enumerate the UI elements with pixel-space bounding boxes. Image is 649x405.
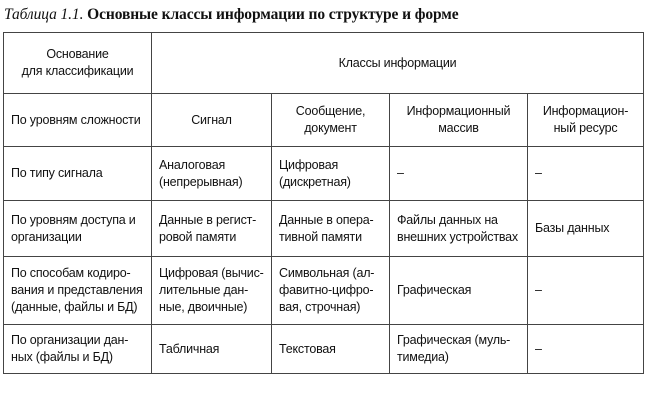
class-header-line: массив: [438, 121, 479, 135]
row-label-cell: [4, 201, 152, 257]
corner-header-line: для классификации: [21, 64, 134, 78]
cell-line: фавитно-цифро-: [279, 283, 374, 297]
cell-line: Базы данных: [535, 221, 610, 235]
class-header-cell: [152, 94, 272, 147]
table-cell: [390, 325, 528, 374]
table-row: [4, 325, 644, 374]
cell-line: внешних устройствах: [397, 229, 518, 244]
table-cell: [152, 257, 272, 325]
row-label-line: По типу сигнала: [11, 166, 103, 180]
table-number: Таблица 1.1.: [4, 6, 84, 23]
table-cell: [390, 257, 528, 325]
cell-line: –: [535, 283, 542, 297]
cell-line: Символьная (ал-: [279, 266, 375, 280]
cell-line: ные, двоичные): [159, 300, 248, 314]
row-label-line: По организации дан-: [11, 333, 129, 347]
row-label-line: (данные, файлы и БД): [11, 300, 138, 314]
cell-line: –: [397, 166, 404, 180]
class-header-line: документ: [304, 121, 357, 135]
class-header-cell: [272, 94, 390, 147]
cell-line: Графическая: [397, 283, 472, 297]
table-cell: [152, 325, 272, 374]
row-label-cell: [4, 94, 152, 147]
cell-line: Данные в регист-: [159, 212, 257, 227]
table-cell: [152, 147, 272, 201]
row-label-line: организации: [11, 229, 82, 244]
cell-line: (дискретная): [279, 174, 351, 189]
cell-line: –: [535, 341, 542, 356]
class-header-cell: [390, 94, 528, 147]
table-cell: [390, 147, 528, 201]
cell-line: Графическая (муль-: [397, 333, 511, 347]
cell-line: вая, строчная): [279, 300, 361, 314]
cell-line: Цифровая: [279, 157, 339, 172]
table-cell: [272, 257, 390, 325]
group-header-text: Классы информации: [338, 55, 457, 70]
table-caption: [4, 6, 644, 24]
row-label-line: ных (файлы и БД): [11, 350, 113, 364]
cell-line: Файлы данных на: [397, 212, 498, 227]
table-row: [4, 201, 644, 257]
table-row: [4, 257, 644, 325]
table-cell: [152, 201, 272, 257]
table-cell: [528, 257, 644, 325]
class-header-line: Сигнал: [191, 112, 232, 127]
cell-line: тимедиа): [397, 350, 449, 364]
table-cell: [528, 325, 644, 374]
row-label-line: вания и представления: [11, 283, 143, 297]
row-label-text: По уровням сложности: [11, 112, 141, 127]
class-header-cell: [528, 94, 644, 147]
table-cell: [528, 201, 644, 257]
group-header-cell: [152, 33, 644, 94]
cell-line: –: [535, 166, 542, 180]
table-cell: [272, 201, 390, 257]
cell-line: Текстовая: [279, 341, 336, 356]
table-cell: [528, 147, 644, 201]
table-header-row-2: [4, 94, 644, 147]
info-classes-table: [3, 32, 644, 374]
cell-line: Цифровая (вычис-: [159, 266, 264, 280]
cell-line: тивной памяти: [279, 229, 362, 244]
row-label-line: По способам кодиро-: [11, 266, 131, 280]
cell-line: Данные в опера-: [279, 212, 374, 227]
table-title: Основные классы информации по структуре и форме: [87, 6, 459, 23]
table-cell: [390, 201, 528, 257]
class-header-line: ный ресурс: [553, 121, 618, 135]
table-cell: [272, 325, 390, 374]
row-label-cell: [4, 325, 152, 374]
cell-line: (непрерывная): [159, 174, 243, 189]
row-label-cell: [4, 147, 152, 201]
class-header-line: Информационный: [406, 104, 511, 118]
row-label-line: По уровням доступа и: [11, 212, 136, 227]
row-label-cell: [4, 257, 152, 325]
class-header-line: Информацион-: [542, 104, 629, 118]
cell-line: ровой памяти: [159, 229, 237, 244]
cell-line: Аналоговая: [159, 157, 226, 172]
corner-header-line: Основание: [46, 47, 109, 61]
table-row: [4, 147, 644, 201]
corner-header-cell: [4, 33, 152, 94]
table-cell: [272, 147, 390, 201]
cell-line: лительные дан-: [159, 283, 249, 297]
cell-line: Табличная: [159, 341, 220, 356]
class-header-line: Сообщение,: [295, 104, 366, 118]
table-header-row-1: [4, 33, 644, 94]
